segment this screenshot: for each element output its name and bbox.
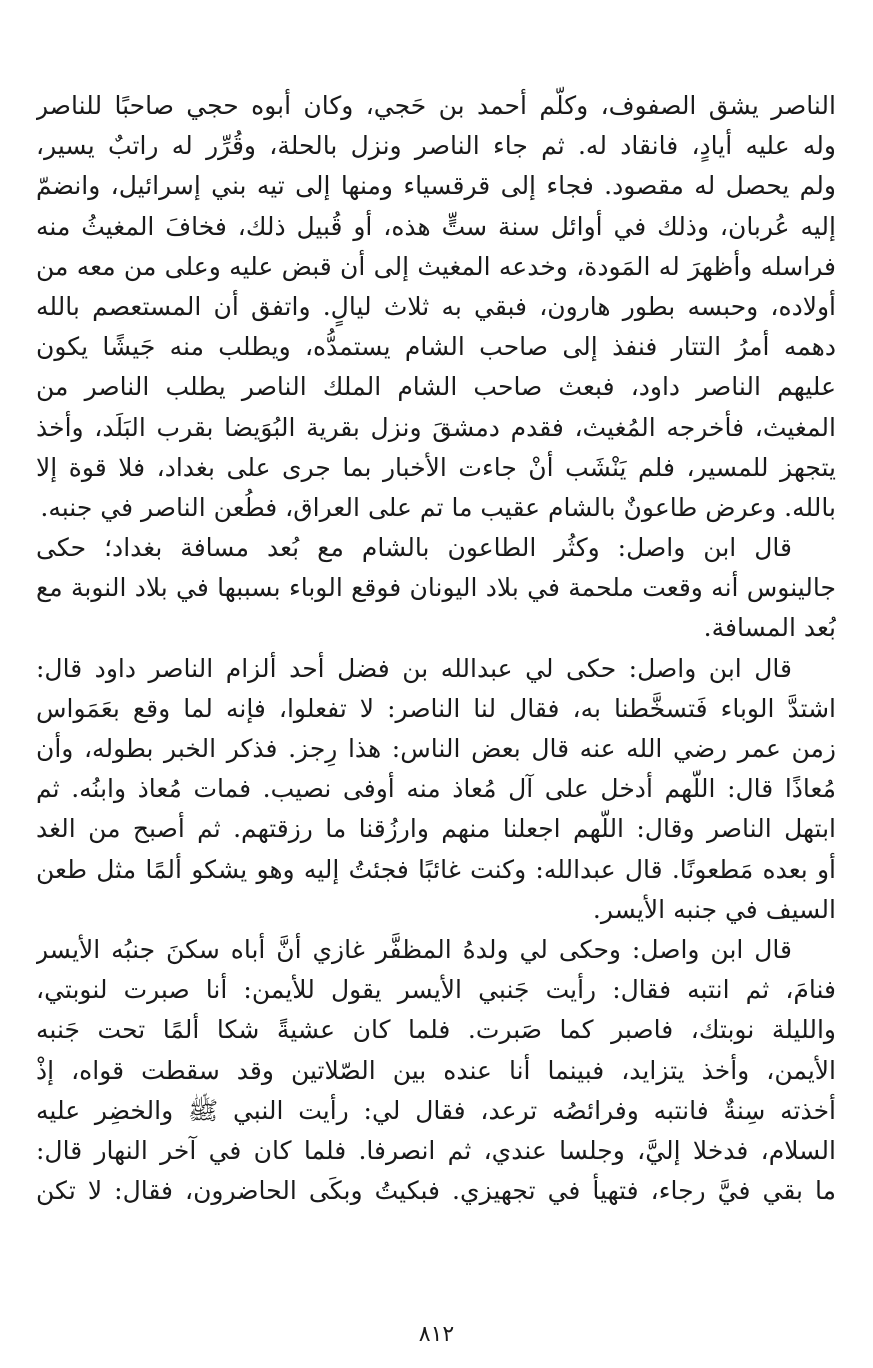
text-line: أو بعده مَطعونًا. قال عبدالله: وكنت غائبًا فجئتُ إليه وهو يشكو ألمًا مثل طعن — [36, 854, 836, 884]
text-line: زمن عمر رضي الله عنه قال بعض الناس: هذا رِجز. فذكر الخبر بطوله، وأن — [36, 734, 836, 763]
text-line: ولم يحصل له مقصود. فجاء إلى قرقسياء ومنها إلى تيه بني إسرائيل، وانضمّ — [36, 171, 836, 201]
text-line: ما بقي فيَّ رجاء، فتهيأ في تجهيزي. فبكيتُ وبكَى الحاضرون، فقال: لا تكن — [36, 1176, 836, 1206]
text-line: ابتهل الناصر وقال: اللّهم اجعلنا منهم وارزُقنا ما رزقتهم. ثم أصبح من الغد — [36, 814, 836, 844]
text-line: اشتدَّ الوباء فَتسخَّطنا به، فقال لنا الناصر: لا تفعلوا، فإنه لما وقع بعَمَواس — [36, 693, 836, 723]
text-line: أخذته سِنةٌ فانتبه وفرائصُه ترعد، فقال لي: رأيت النبي ﷺ والخضِر عليه — [36, 1095, 836, 1125]
text-line: وله عليه أيادٍ، فانقاد له. ثم جاء الناصر ونزل بالحلة، وقُرِّر له راتبٌ يسير، — [36, 131, 836, 161]
text-line: دهمه أمرُ التتار فنفذ إلى صاحب الشام يستمدُّه، ويطلب منه جَيشًا يكون — [36, 332, 836, 362]
text-line: مُعاذًا قال: اللّهم أدخل على آل مُعاذ منه أوفى نصيب. فمات مُعاذ وابنُه. ثم — [36, 774, 836, 804]
text-line: قال ابن واصل: حكى لي عبدالله بن فضل أحد ألزام الناصر داود قال: — [36, 653, 792, 683]
body-text — [36, 86, 836, 1211]
text-line: إليه عُربان، وذلك في أوائل سنة ستٍّ هذه، أو قُبيل ذلك، فخافَ المغيثُ منه — [36, 211, 836, 241]
text-line: بُعد المسافة. — [703, 613, 836, 643]
text-line: فنامَ، ثم انتبه فقال: رأيت جَنبي الأيسر يقول للأيمن: أنا صبرت لنوبتي، — [36, 975, 836, 1005]
text-line: الأيمن، وأخذ يتزايد، فبينما أنا عنده بين الصّلاتين وقد سقطت قواه، إذْ — [36, 1055, 836, 1085]
text-line: الناصر يشق الصفوف، وكلّم أحمد بن حَجي، وكان أبوه حجي صاحبًا للناصر — [36, 91, 836, 120]
text-line: عليهم الناصر داود، فبعث صاحب الشام الملك الناصر يطلب الناصر من — [36, 372, 836, 402]
text-line: يتجهز للمسير، فلم يَنْشَب أنْ جاءت الأخبار بما جرى على بغداد، فلا قوة إلا — [36, 452, 836, 482]
text-line: أولاده، وحبسه بطور هارون، فبقي به ثلاث ليالٍ. واتفق أن المستعصم بالله — [36, 291, 836, 321]
text-line: والليلة نوبتك، فاصبر كما صَبرت. فلما كان عشيةً شكا ألمًا تحت جَنبه — [36, 1015, 836, 1045]
text-line: فراسله وأظهرَ له المَودة، وخدعه المغيث إلى أن قبض عليه وعلى من معه من — [36, 251, 836, 281]
text-line: قال ابن واصل: وحكى لي ولدهُ المظفَّر غازي أنَّ أباه سكنَ جنبُه الأيسر — [36, 934, 792, 964]
text-line: جالينوس أنه وقعت ملحمة في بلاد اليونان فوقع الوباء بسببها في بلاد النوبة مع — [36, 573, 836, 603]
text-line: السلام، فدخلا إليَّ، وجلسا عندي، ثم انصرفا. فلما كان في آخر النهار قال: — [36, 1135, 836, 1165]
page-number: ٨١٢ — [418, 1322, 455, 1347]
text-line: السيف في جنبه الأيسر. — [592, 894, 836, 924]
text-line: المغيث، فأخرجه المُغيث، فقدم دمشقَ ونزل بقرية البُوَيضا بقرب البَلَد، وأخذ — [36, 412, 836, 442]
text-line: بالله. وعرض طاعونٌ بالشام عقيب ما تم على العراق، فطُعن الناصر في جنبه. — [40, 492, 836, 522]
text-line: قال ابن واصل: وكثُر الطاعون بالشام مع بُعد مسافة بغداد؛ حكى — [36, 533, 792, 563]
